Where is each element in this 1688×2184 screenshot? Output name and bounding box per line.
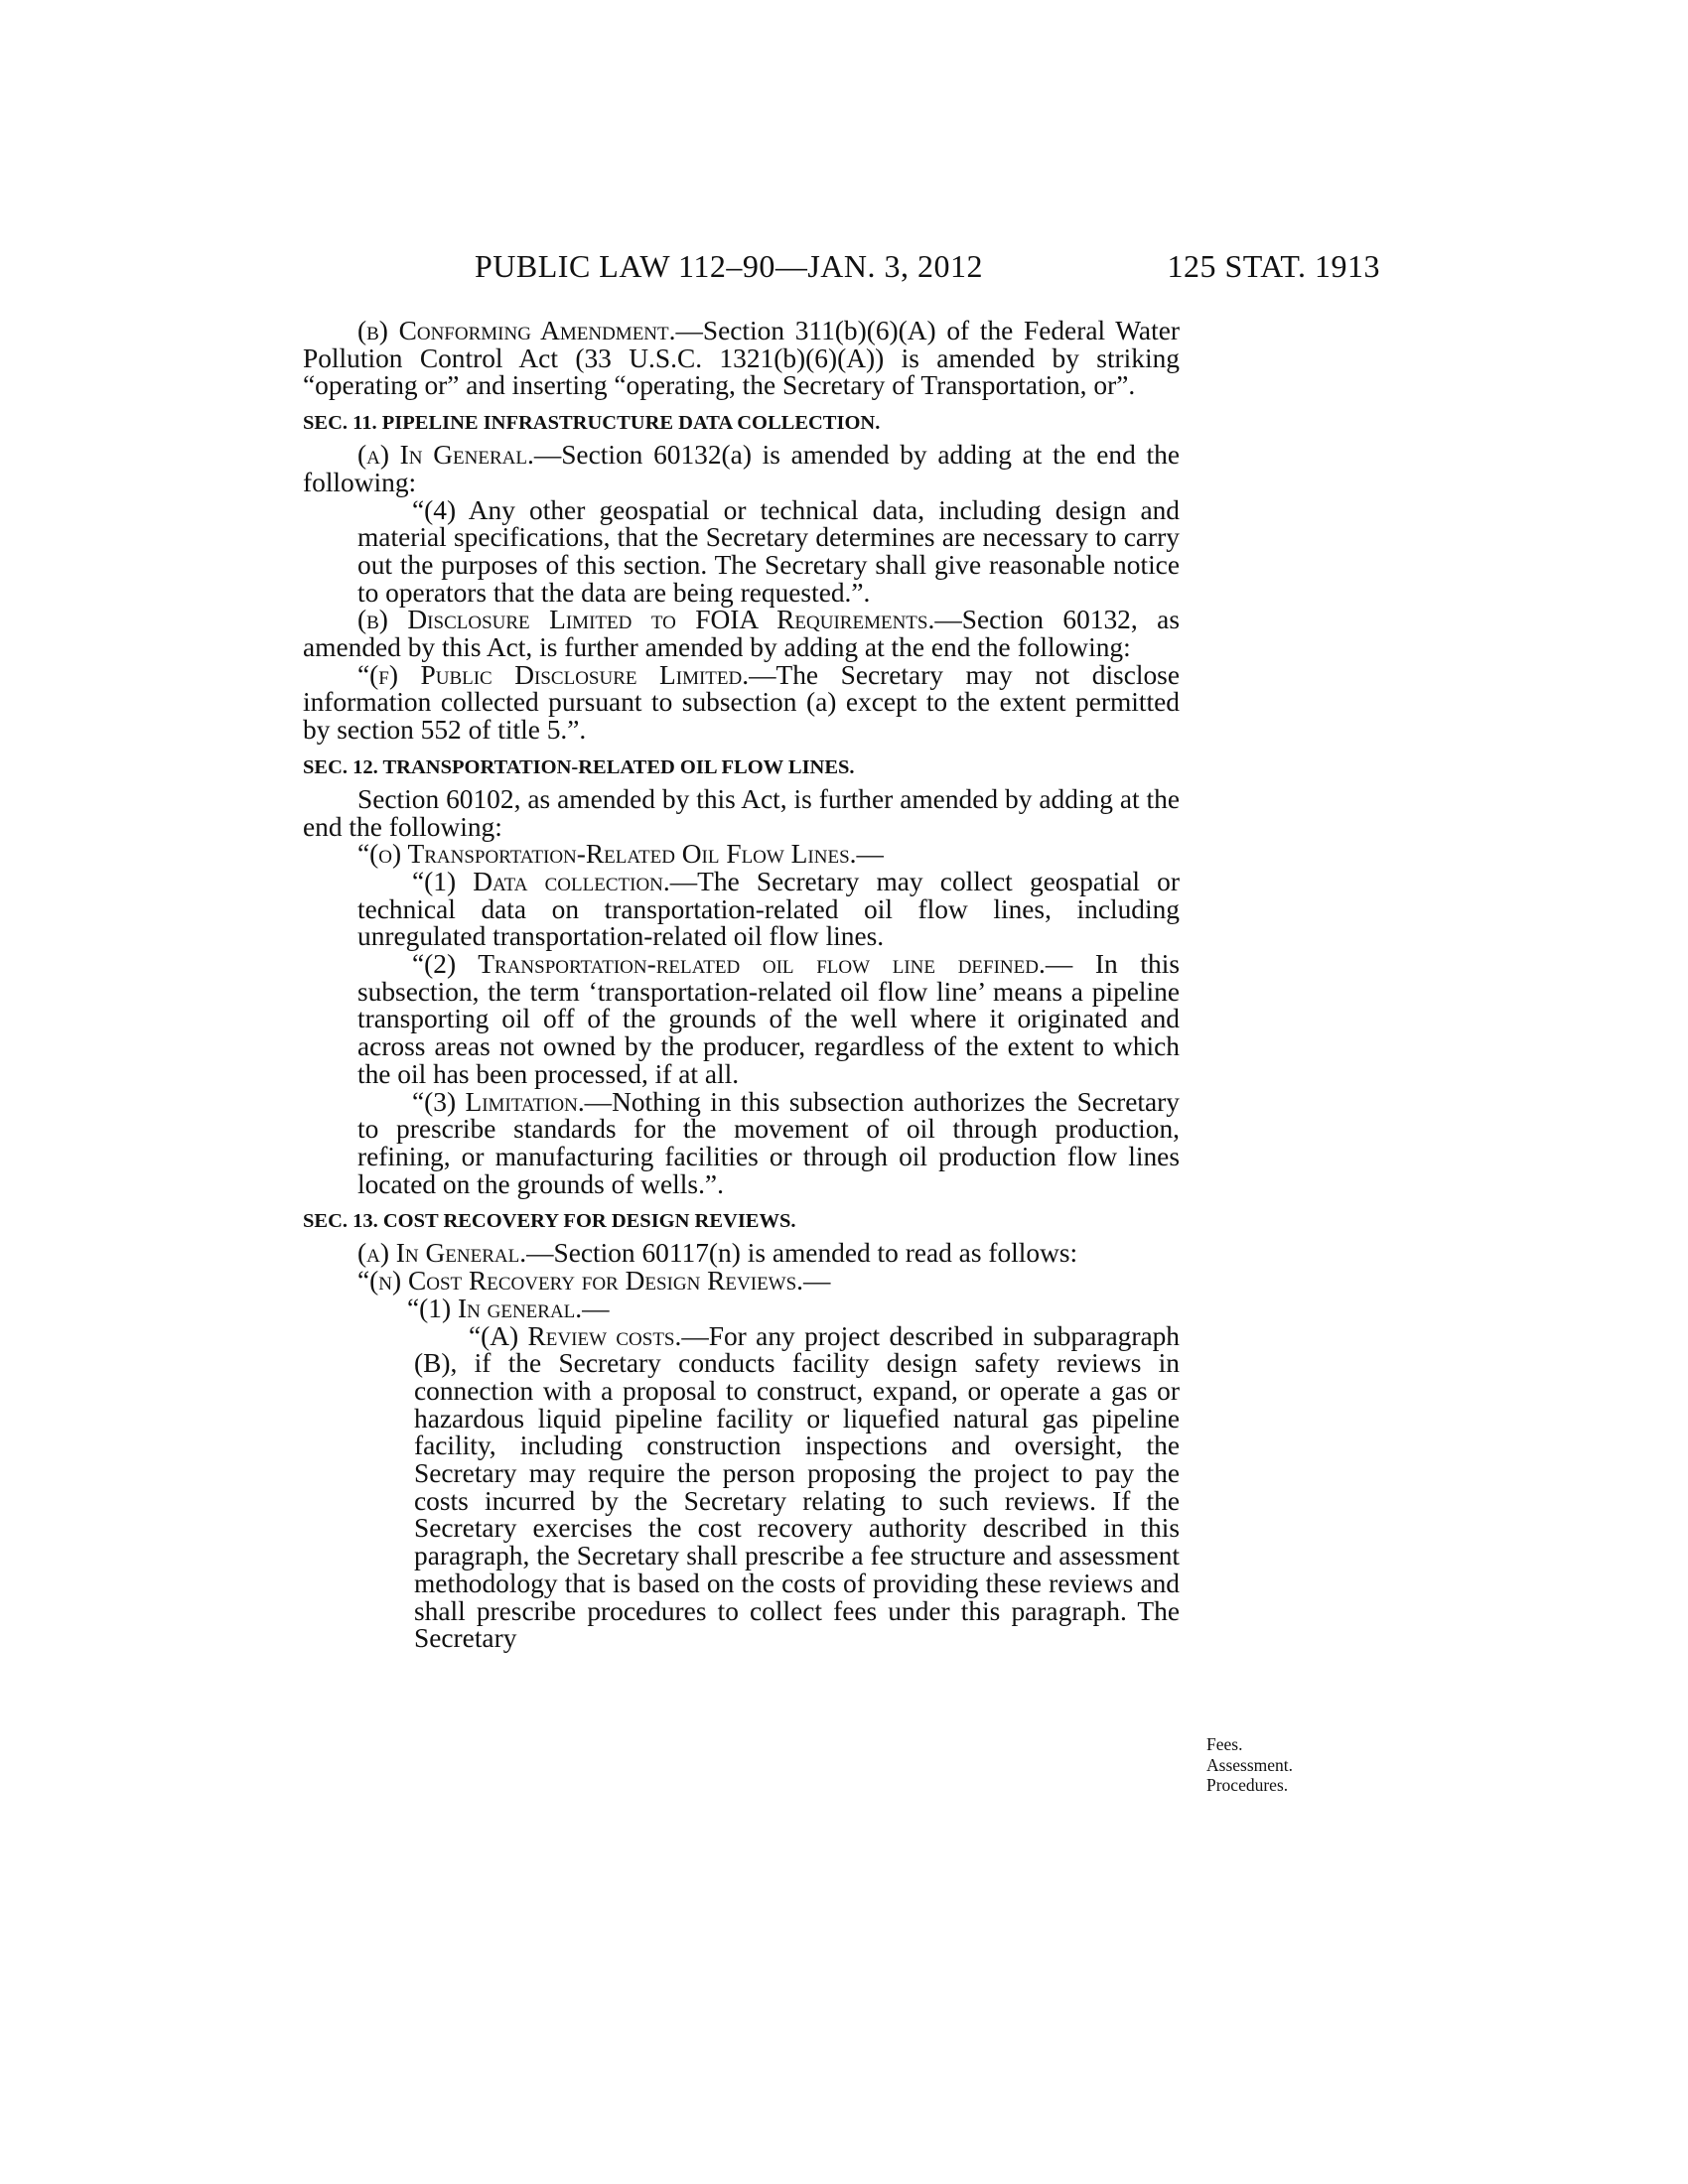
margin-note-assessment: Assessment. [1206, 1754, 1294, 1775]
paragraph-sec12-o: “(o) Transportation-Related Oil Flow Lines.— [357, 839, 884, 870]
paragraph-sec13-a: (a) In General.—Section 60117(n) is amended to read as follows: [357, 1238, 1078, 1269]
margin-note-fees: Fees. [1206, 1734, 1243, 1754]
paragraph-sec12-intro: Section 60102, as amended by this Act, is further amended by adding at the end the following: [303, 783, 1180, 842]
section-12-heading: SEC. 12. TRANSPORTATION-RELATED OIL FLOW LINES. [303, 755, 855, 778]
section-11-heading: SEC. 11. PIPELINE INFRASTRUCTURE DATA COLLECTION. [303, 412, 881, 435]
paragraph-sec12-3: “(3) Limitation.—Nothing in this subsection authorizes the Secretary to prescribe standards for the movement of oil through production, refining, or manufacturing facilities or through oil production flow lines located on the grounds of wells.”. [357, 1086, 1180, 1199]
stat-page-number: 125 STAT. 1913 [1167, 248, 1380, 284]
paragraph-sec12-1: “(1) Data collection.—The Secretary may collect geospatial or technical data on transportation-related oil flow lines, including unregulated transportation-related oil flow lines. [357, 866, 1180, 952]
margin-note [1206, 1734, 1336, 1796]
document-body [303, 318, 1180, 1653]
paragraph-sec11-b: (b) Disclosure Limited to FOIA Requirements.—Section 60132, as amended by this Act, is further amended by adding at the end the following: [303, 605, 1180, 663]
paragraph-sec11-a4: “(4) Any other geospatial or technical data, including design and material specifications, that the Secretary determines are necessary to carry out the purposes of this section. The Secretary shall give reasonable notice to operators that the data are being requested.”. [357, 494, 1180, 608]
page-header [298, 248, 1380, 288]
paragraph-sec11-a: (a) In General.—Section 60132(a) is amended by adding at the end the following: [303, 440, 1180, 497]
paragraph-sec13-1: “(1) In general.— [407, 1293, 610, 1323]
paragraph-sec13-n: “(n) Cost Recovery for Design Reviews.— [357, 1266, 831, 1297]
margin-note-procedures: Procedures. [1206, 1775, 1289, 1795]
section-13-heading: SEC. 13. COST RECOVERY FOR DESIGN REVIEWS. [303, 1210, 796, 1233]
page-title: PUBLIC LAW 112–90—JAN. 3, 2012 [475, 248, 983, 284]
paragraph-sec11-f: “(f) Public Disclosure Limited.—The Secretary may not disclose information collected pursuant to subsection (a) except to the extent permitted by section 552 of title 5.”. [303, 659, 1180, 746]
paragraph-sec12-2: “(2) Transportation-related oil flow line defined.— In this subsection, the term ‘transportation-related oil flow line’ means a pipeline transporting oil off of the grounds of the well where it originated and across areas not owned by the producer, regardless of the extent to which the oil has been processed, if at all. [357, 949, 1180, 1089]
paragraph-sec13-A: “(A) Review costs.—For any project described in subparagraph (B), if the Secretary conducts facility design safety reviews in connection with a proposal to construct, expand, or operate a gas or hazardous liquid pipeline facility or liquefied natural gas pipeline facility, including construction inspections and oversight, the Secretary may require the person proposing the project to pay the costs incurred by the Secretary relating to such reviews. If the Secretary exercises the cost recovery authority described in this paragraph, the Secretary shall prescribe a fee structure and assessment methodology that is based on the costs of providing these reviews and shall prescribe procedures to collect fees under this paragraph. The Secretary [414, 1320, 1180, 1654]
paragraph-conforming-amendment: (b) Conforming Amendment.—Section 311(b)(6)(A) of the Federal Water Pollution Control Act (33 U.S.C. 1321(b)(6)(A)) is amended by striking “operating or” and inserting “operating, the Secretary of Transportation, or”. [303, 316, 1180, 401]
